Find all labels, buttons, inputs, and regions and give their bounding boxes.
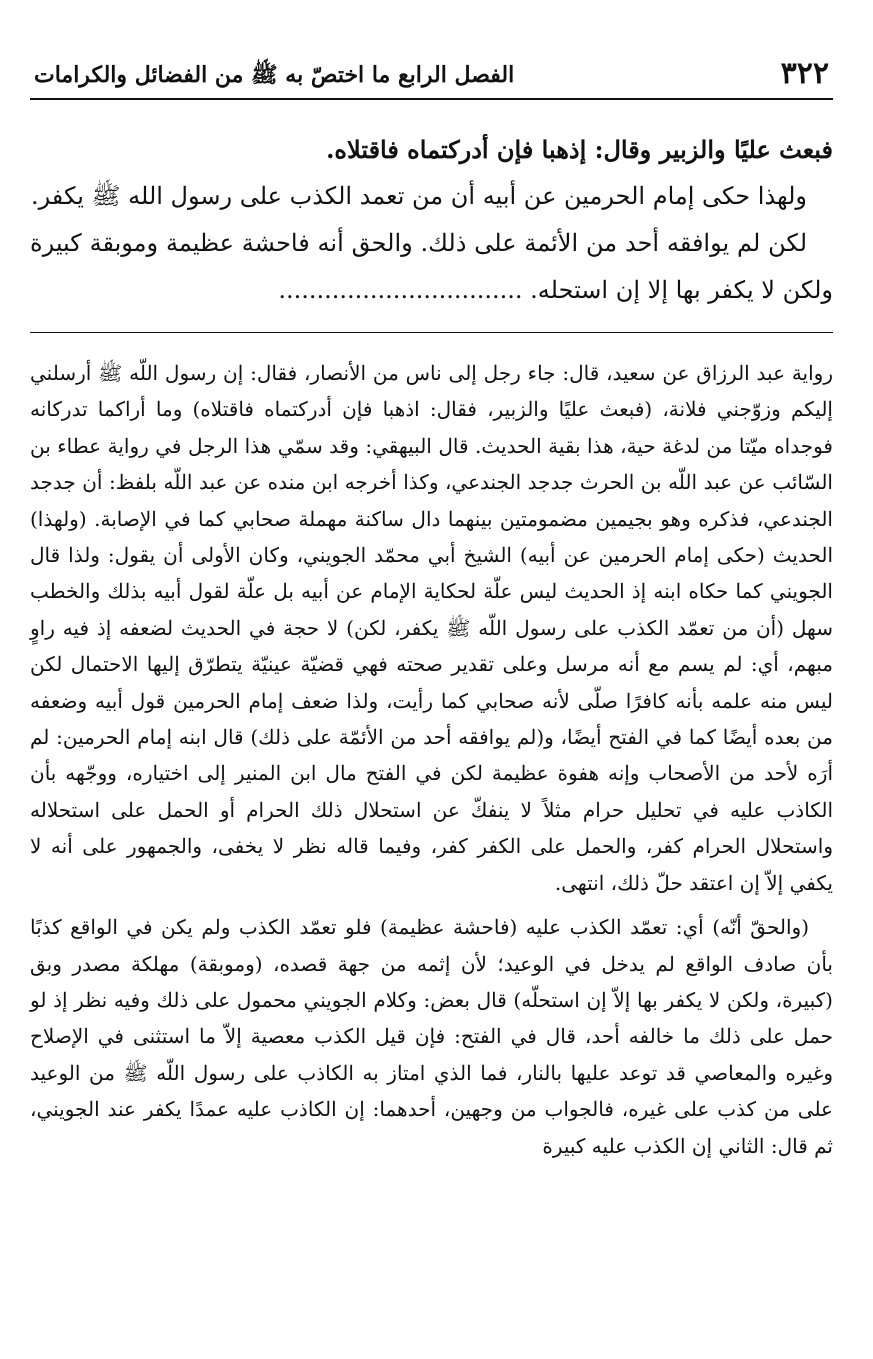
page-header: [30, 48, 833, 92]
main-text-paragraph-3: لكن لم يوافقه أحد من الأئمة على ذلك. والحق أنه فاحشة عظيمة وموبقة كبيرة ولكن لا يكفر بها إلا إن استحله. ................................: [30, 229, 833, 304]
commentary-paragraph-2: (والحقّ أنّه) أي: تعمّد الكذب عليه (فاحشة عظيمة) فلو تعمّد الكذب ولم يكن في الواقع كذبًا بأن صادف الواقع لم يدخل في الوعيد؛ لأن إثمه من جهة قصده، (وموبقة) مهلكة مصدر وبق (كبيرة، ولكن لا يكفر بها إلاّ إن استحلّه) قال بعض: وكلام الجويني محمول على ذلك وفيه نظر إذ لو حمل على ذلك ما خالفه أحد، قال في الفتح: فإن قيل الكذب معصية إلاّ ما استثنى في الإصلاح وغيره والمعاصي قد توعد عليها بالنار، فما الذي امتاز به الكاذب على رسول اللّه ﷺ من الوعيد على من كذب على غيره، فالجواب من وجهين، أحدهما: إن الكاذب عليه عمدًا يكفر عند الجويني، ثم قال: الثاني إن الكذب عليه كبيرة: [30, 915, 833, 1158]
main-text: [30, 126, 833, 314]
commentary: [30, 355, 833, 1164]
header-rule: [30, 98, 833, 100]
page-number: ٣٢٢: [780, 56, 829, 91]
commentary-paragraph-1: رواية عبد الرزاق عن سعيد، قال: جاء رجل إلى ناس من الأنصار، فقال: إن رسول اللّه ﷺ أرسلني إليكم وزوّجني فلانة، (فبعث عليًا والزبير، فقال: اذهبا فإن أدركتماه فاقتلاه) وما أراكما تدركانه فوجداه ميّتا من لدغة حية، هذا بقية الحديث. قال البيهقي: وقد سمّي هذا الرجل في رواية عطاء بن السّائب عن عبد اللّه بن الحرث جدجد الجندعي، وكذا أخرجه ابن منده عن عبد اللّه بلفظ: أن جدجد الجندعي، فذكره وهو بجيمين مضمومتين بينهما دال ساكنة مهملة صحابي كما في الإصابة. (ولهذا) الحديث (حكى إمام الحرمين عن أبيه) الشيخ أبي محمّد الجويني، وكان الأولى أن يقول: ولذا قال الجويني كما حكاه ابنه إذ الحديث ليس علّة لحكاية الإمام عن أبيه بل علّة لقول أبيه بذلك والخطب سهل (أن من تعمّد الكذب على رسول اللّه ﷺ يكفر، لكن) لا حجة في الحديث لضعفه إذ فيه راوٍ مبهم، أي: لم يسم مع أنه مرسل وعلى تقدير صحته فهي قضيّة عينيّة يتطرّق إليها الاحتمال لكن ليس منه علمه بأنه كافرًا صلّى لأنه صحابي كما رأيت، ولذا ضعف إمام الحرمين قول أبيه وضعفه من بعده أيضًا كما في الفتح أيضًا، و(لم يوافقه أحد من الأئمّة على ذلك) قال ابنه إمام الحرمين: لم أرَه لأحد من الأصحاب وإنه هفوة عظيمة لكن في الفتح مال ابن المنير إلى اختياره، ووجّهه بأن الكاذب عليه في تحليل حرام مثلاً لا ينفكّ عن استحلال ذلك الحرام أو الحمل على استحلاله واستحلال الحرام كفر، والحمل على الكفر كفر، وفيما قاله نظر لا يخفى، والجمهور على أنه لا يكفي إلاّ إن اعتقد حلّ ذلك، انتهى.: [30, 361, 833, 895]
commentary-divider: [30, 332, 833, 333]
main-text-paragraph-2: ولهذا حكى إمام الحرمين عن أبيه أن من تعمد الكذب على رسول الله ﷺ يكفر.: [30, 182, 807, 210]
running-title: الفصل الرابع ما اختصّ به ﷺ من الفضائل والكرامات: [34, 62, 515, 88]
main-text-line-1: فبعث عليًا والزبير وقال: إذهبا فإن أدركتماه فاقتلاه.: [326, 135, 833, 164]
page: [30, 48, 833, 1349]
